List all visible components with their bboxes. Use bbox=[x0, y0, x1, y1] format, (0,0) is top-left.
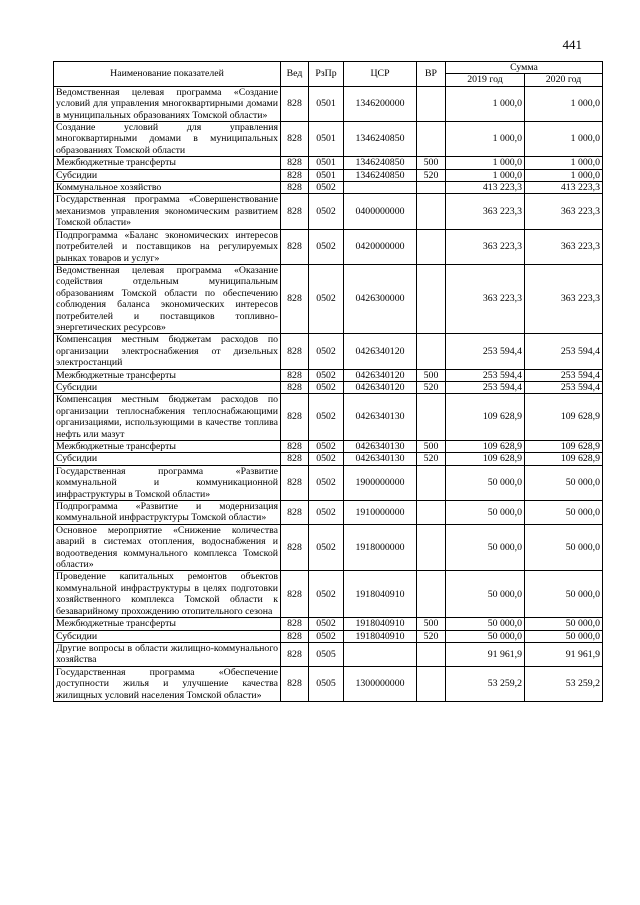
row-2019: 50 000,0 bbox=[446, 501, 525, 525]
row-csr: 1900000000 bbox=[344, 465, 417, 500]
row-ved: 828 bbox=[281, 666, 309, 701]
row-ved: 828 bbox=[281, 334, 309, 369]
row-2020: 50 000,0 bbox=[525, 630, 603, 642]
row-ved: 828 bbox=[281, 169, 309, 181]
row-csr: 1346240850 bbox=[344, 122, 417, 157]
header-2019: 2019 год bbox=[446, 74, 525, 86]
row-2019: 109 628,9 bbox=[446, 394, 525, 441]
row-2020: 253 594,4 bbox=[525, 369, 603, 381]
row-2019: 413 223,3 bbox=[446, 182, 525, 194]
row-ved: 828 bbox=[281, 157, 309, 169]
table-row bbox=[54, 86, 603, 121]
row-name: Государственная программа «Совершенствование механизмов управления экономическим развитием Томской области» bbox=[54, 194, 281, 229]
row-ved: 828 bbox=[281, 381, 309, 393]
row-name: Основное мероприятие «Снижение количества аварий в системах отопления, водоснабжения и водоотведения коммунального комплекса Томской области» bbox=[54, 524, 281, 571]
row-vr: 500 bbox=[417, 441, 446, 453]
table-row bbox=[54, 169, 603, 181]
row-ved: 828 bbox=[281, 182, 309, 194]
row-rzpr: 0501 bbox=[309, 86, 344, 121]
row-2019: 363 223,3 bbox=[446, 194, 525, 229]
row-name: Межбюджетные трансферты bbox=[54, 157, 281, 169]
row-2020: 91 961,9 bbox=[525, 642, 603, 666]
row-vr bbox=[417, 334, 446, 369]
row-csr: 0426340130 bbox=[344, 441, 417, 453]
row-vr: 500 bbox=[417, 618, 446, 630]
row-rzpr: 0502 bbox=[309, 194, 344, 229]
row-csr: 0426340120 bbox=[344, 369, 417, 381]
row-2020: 1 000,0 bbox=[525, 122, 603, 157]
row-ved: 828 bbox=[281, 194, 309, 229]
table-row bbox=[54, 334, 603, 369]
row-2019: 363 223,3 bbox=[446, 229, 525, 264]
row-csr: 1346240850 bbox=[344, 157, 417, 169]
header-vr: ВР bbox=[417, 62, 446, 87]
row-ved: 828 bbox=[281, 630, 309, 642]
row-vr: 500 bbox=[417, 369, 446, 381]
row-2019: 1 000,0 bbox=[446, 122, 525, 157]
row-csr bbox=[344, 642, 417, 666]
table-row bbox=[54, 618, 603, 630]
table-row bbox=[54, 264, 603, 333]
row-csr: 1918040910 bbox=[344, 618, 417, 630]
row-csr: 1918040910 bbox=[344, 630, 417, 642]
table-body bbox=[54, 86, 603, 701]
row-rzpr: 0502 bbox=[309, 453, 344, 465]
row-name: Государственная программа «Обеспечение доступности жилья и улучшение качества жилищных условий населения Томской области» bbox=[54, 666, 281, 701]
row-name: Коммунальное хозяйство bbox=[54, 182, 281, 194]
row-csr: 1918000000 bbox=[344, 524, 417, 571]
row-vr: 500 bbox=[417, 157, 446, 169]
row-2020: 109 628,9 bbox=[525, 441, 603, 453]
row-rzpr: 0501 bbox=[309, 122, 344, 157]
table-row bbox=[54, 369, 603, 381]
row-rzpr: 0502 bbox=[309, 394, 344, 441]
row-name: Создание условий для управления многоквартирными домами в муниципальных образованиях Томской области bbox=[54, 122, 281, 157]
table-row bbox=[54, 571, 603, 618]
row-vr: 520 bbox=[417, 169, 446, 181]
header-name: Наименование показателей bbox=[54, 62, 281, 87]
row-2019: 91 961,9 bbox=[446, 642, 525, 666]
row-name: Субсидии bbox=[54, 169, 281, 181]
row-name: Субсидии bbox=[54, 381, 281, 393]
row-csr: 0400000000 bbox=[344, 194, 417, 229]
row-2019: 253 594,4 bbox=[446, 381, 525, 393]
row-2020: 253 594,4 bbox=[525, 334, 603, 369]
row-name: Другие вопросы в области жилищно-коммунального хозяйства bbox=[54, 642, 281, 666]
row-ved: 828 bbox=[281, 618, 309, 630]
row-ved: 828 bbox=[281, 229, 309, 264]
row-name: Проведение капитальных ремонтов объектов коммунальной инфраструктуры в целях подготовки хозяйственного комплекса Томской области к безаварийному прохождению отопительного сезона bbox=[54, 571, 281, 618]
table-row bbox=[54, 394, 603, 441]
row-2020: 413 223,3 bbox=[525, 182, 603, 194]
row-rzpr: 0502 bbox=[309, 264, 344, 333]
row-csr: 1346200000 bbox=[344, 86, 417, 121]
row-csr: 0426340130 bbox=[344, 453, 417, 465]
row-vr bbox=[417, 182, 446, 194]
row-vr bbox=[417, 229, 446, 264]
row-rzpr: 0501 bbox=[309, 157, 344, 169]
table-row bbox=[54, 666, 603, 701]
row-rzpr: 0502 bbox=[309, 441, 344, 453]
row-vr bbox=[417, 264, 446, 333]
row-2020: 50 000,0 bbox=[525, 571, 603, 618]
row-vr bbox=[417, 571, 446, 618]
row-2019: 1 000,0 bbox=[446, 169, 525, 181]
row-2019: 1 000,0 bbox=[446, 86, 525, 121]
row-rzpr: 0502 bbox=[309, 334, 344, 369]
table-row bbox=[54, 381, 603, 393]
row-ved: 828 bbox=[281, 642, 309, 666]
row-rzpr: 0502 bbox=[309, 381, 344, 393]
row-rzpr: 0502 bbox=[309, 501, 344, 525]
row-vr: 520 bbox=[417, 453, 446, 465]
row-2020: 53 259,2 bbox=[525, 666, 603, 701]
header-csr: ЦСР bbox=[344, 62, 417, 87]
row-rzpr: 0502 bbox=[309, 229, 344, 264]
row-2020: 1 000,0 bbox=[525, 86, 603, 121]
table-row bbox=[54, 642, 603, 666]
row-2020: 1 000,0 bbox=[525, 157, 603, 169]
row-vr: 520 bbox=[417, 381, 446, 393]
table-header bbox=[54, 62, 603, 87]
row-name: Межбюджетные трансферты bbox=[54, 369, 281, 381]
row-2019: 50 000,0 bbox=[446, 630, 525, 642]
table-row bbox=[54, 194, 603, 229]
table-row bbox=[54, 465, 603, 500]
row-ved: 828 bbox=[281, 264, 309, 333]
row-name: Субсидии bbox=[54, 453, 281, 465]
row-2019: 1 000,0 bbox=[446, 157, 525, 169]
row-2020: 50 000,0 bbox=[525, 524, 603, 571]
row-vr bbox=[417, 194, 446, 229]
row-csr: 0426340130 bbox=[344, 394, 417, 441]
row-2019: 50 000,0 bbox=[446, 571, 525, 618]
row-vr: 520 bbox=[417, 630, 446, 642]
row-ved: 828 bbox=[281, 369, 309, 381]
row-2020: 363 223,3 bbox=[525, 229, 603, 264]
table-row bbox=[54, 157, 603, 169]
header-ved: Вед bbox=[281, 62, 309, 87]
row-rzpr: 0502 bbox=[309, 465, 344, 500]
row-vr bbox=[417, 501, 446, 525]
row-csr bbox=[344, 182, 417, 194]
row-2019: 53 259,2 bbox=[446, 666, 525, 701]
row-vr bbox=[417, 465, 446, 500]
row-2020: 50 000,0 bbox=[525, 501, 603, 525]
row-2020: 50 000,0 bbox=[525, 465, 603, 500]
table-row bbox=[54, 501, 603, 525]
row-ved: 828 bbox=[281, 571, 309, 618]
row-name: Межбюджетные трансферты bbox=[54, 441, 281, 453]
row-2020: 363 223,3 bbox=[525, 264, 603, 333]
row-name: Межбюджетные трансферты bbox=[54, 618, 281, 630]
row-vr bbox=[417, 86, 446, 121]
row-csr: 1910000000 bbox=[344, 501, 417, 525]
row-2019: 253 594,4 bbox=[446, 334, 525, 369]
row-2020: 109 628,9 bbox=[525, 453, 603, 465]
row-vr bbox=[417, 524, 446, 571]
row-csr: 1346240850 bbox=[344, 169, 417, 181]
row-2019: 50 000,0 bbox=[446, 618, 525, 630]
page-number: 441 bbox=[562, 37, 582, 52]
row-csr: 0426340120 bbox=[344, 334, 417, 369]
row-2019: 50 000,0 bbox=[446, 524, 525, 571]
row-vr bbox=[417, 122, 446, 157]
row-ved: 828 bbox=[281, 524, 309, 571]
row-ved: 828 bbox=[281, 86, 309, 121]
row-rzpr: 0502 bbox=[309, 630, 344, 642]
row-rzpr: 0505 bbox=[309, 666, 344, 701]
row-csr: 0426340120 bbox=[344, 381, 417, 393]
row-ved: 828 bbox=[281, 441, 309, 453]
header-2020: 2020 год bbox=[525, 74, 603, 86]
row-2020: 50 000,0 bbox=[525, 618, 603, 630]
row-vr bbox=[417, 394, 446, 441]
row-rzpr: 0502 bbox=[309, 571, 344, 618]
table-row bbox=[54, 630, 603, 642]
row-name: Компенсация местным бюджетам расходов по организации электроснабжения от дизельных электростанций bbox=[54, 334, 281, 369]
row-rzpr: 0501 bbox=[309, 169, 344, 181]
row-2019: 109 628,9 bbox=[446, 441, 525, 453]
row-name: Ведомственная целевая программа «Оказание содействия отдельным муниципальным образованиям Томской области по обеспечению соблюдения баланса экономических интересов потребителей и поставщиков топливно-энергетических ресурсов» bbox=[54, 264, 281, 333]
header-sum: Сумма bbox=[446, 62, 603, 74]
row-csr: 1918040910 bbox=[344, 571, 417, 618]
row-2020: 253 594,4 bbox=[525, 381, 603, 393]
row-csr: 0426300000 bbox=[344, 264, 417, 333]
row-2020: 363 223,3 bbox=[525, 194, 603, 229]
table-row bbox=[54, 524, 603, 571]
row-2019: 50 000,0 bbox=[446, 465, 525, 500]
row-name: Субсидии bbox=[54, 630, 281, 642]
table-row bbox=[54, 453, 603, 465]
table-row bbox=[54, 182, 603, 194]
row-name: Ведомственная целевая программа «Создание условий для управления многоквартирными домами в муниципальных образованиях Томской области» bbox=[54, 86, 281, 121]
table-row bbox=[54, 122, 603, 157]
header-rzpr: РзПр bbox=[309, 62, 344, 87]
row-rzpr: 0502 bbox=[309, 182, 344, 194]
row-ved: 828 bbox=[281, 465, 309, 500]
table-row bbox=[54, 229, 603, 264]
row-csr: 1300000000 bbox=[344, 666, 417, 701]
row-rzpr: 0502 bbox=[309, 618, 344, 630]
row-vr bbox=[417, 666, 446, 701]
row-2019: 109 628,9 bbox=[446, 453, 525, 465]
row-name: Государственная программа «Развитие коммунальной и коммуникационной инфраструктуры в Томской области» bbox=[54, 465, 281, 500]
row-ved: 828 bbox=[281, 453, 309, 465]
row-rzpr: 0502 bbox=[309, 524, 344, 571]
row-csr: 0420000000 bbox=[344, 229, 417, 264]
row-name: Подпрограмма «Баланс экономических интересов потребителей и поставщиков на регулируемых рынках товаров и услуг» bbox=[54, 229, 281, 264]
table-row bbox=[54, 441, 603, 453]
row-ved: 828 bbox=[281, 394, 309, 441]
row-ved: 828 bbox=[281, 122, 309, 157]
budget-table bbox=[53, 61, 603, 702]
row-rzpr: 0502 bbox=[309, 369, 344, 381]
row-2019: 253 594,4 bbox=[446, 369, 525, 381]
row-2019: 363 223,3 bbox=[446, 264, 525, 333]
row-name: Компенсация местным бюджетам расходов по организации теплоснабжения теплоснабжающими организациями, использующими в качестве топлива нефть или мазут bbox=[54, 394, 281, 441]
row-vr bbox=[417, 642, 446, 666]
row-2020: 109 628,9 bbox=[525, 394, 603, 441]
row-2020: 1 000,0 bbox=[525, 169, 603, 181]
row-name: Подпрограмма «Развитие и модернизация коммунальной инфраструктуры Томской области» bbox=[54, 501, 281, 525]
row-rzpr: 0505 bbox=[309, 642, 344, 666]
row-ved: 828 bbox=[281, 501, 309, 525]
